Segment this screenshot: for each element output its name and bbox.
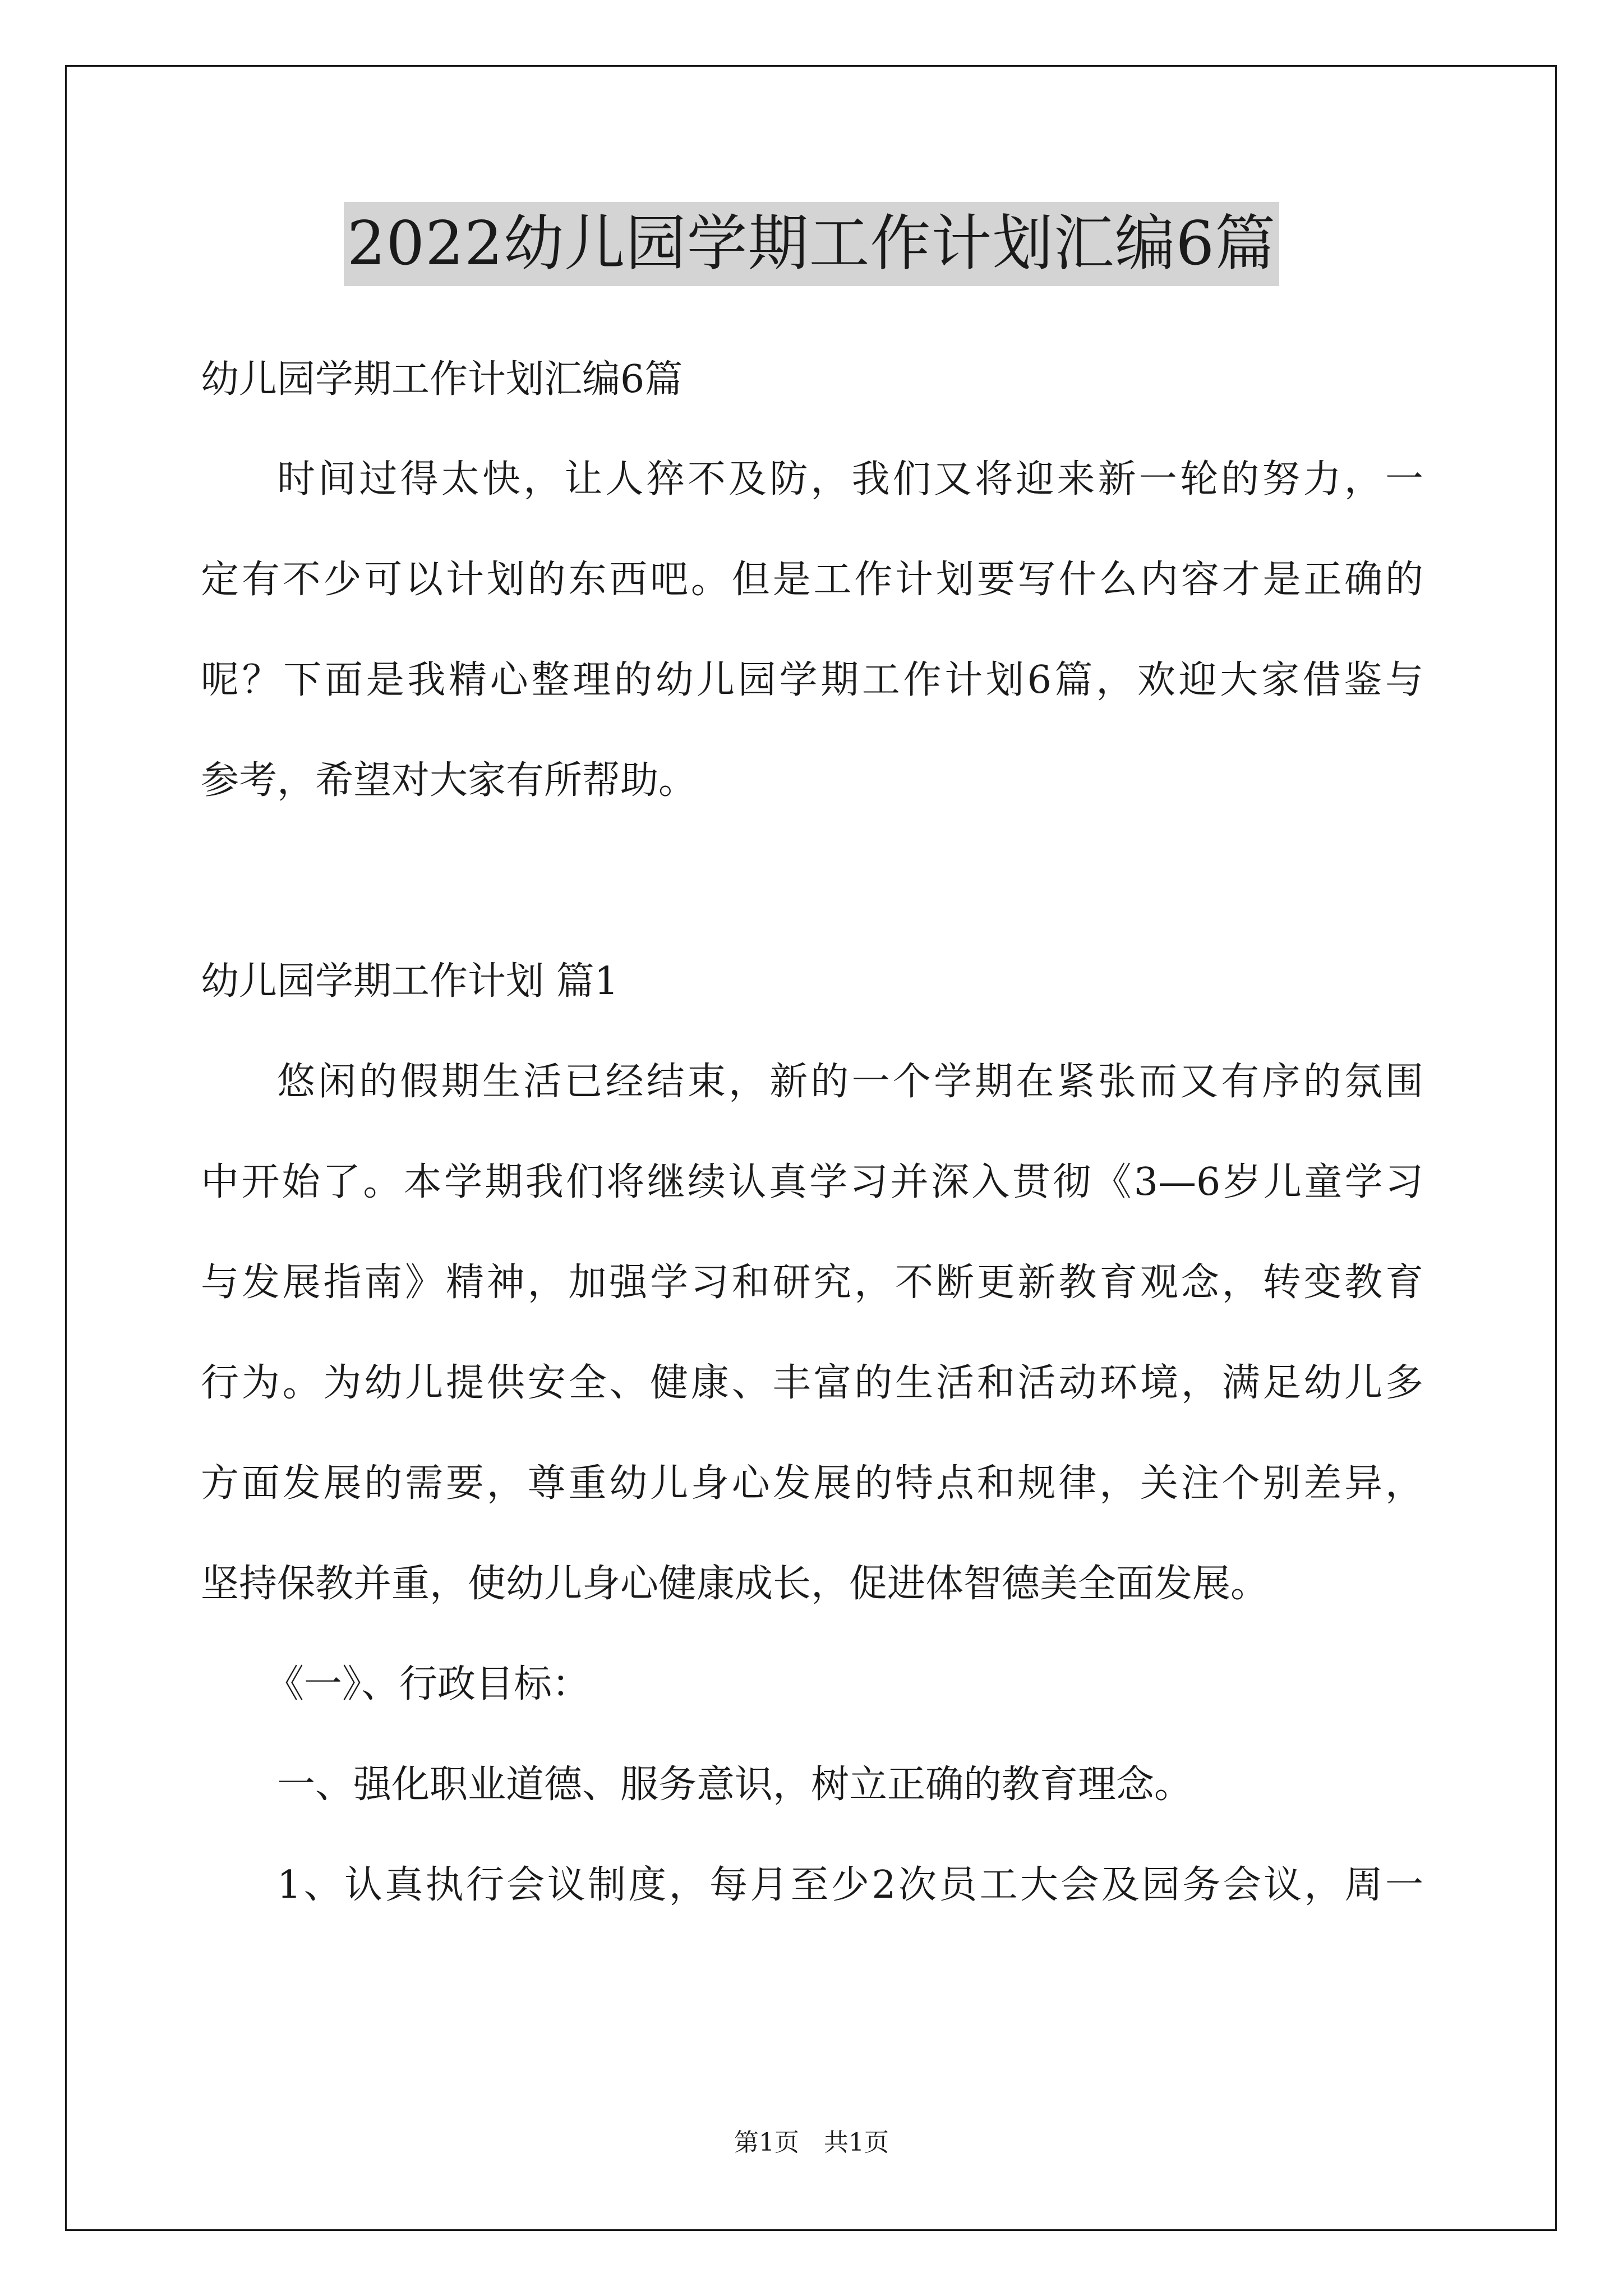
- section-paragraph-line-3: 与发展指南》精神，加强学习和研究，不断更新教育观念，转变教育: [201, 1260, 1423, 1305]
- intro-paragraph-line-2: 定有不少可以计划的东西吧。但是工作计划要写什么内容才是正确的: [201, 558, 1423, 602]
- section-heading: 幼儿园学期工作计划 篇1: [201, 959, 619, 1004]
- subtitle-line: 幼儿园学期工作计划汇编6篇: [201, 357, 683, 402]
- section-paragraph-line-6: 坚持保教并重，使幼儿身心健康成长，促进体智德美全面发展。: [201, 1562, 1269, 1606]
- section-paragraph-line-2: 中开始了。本学期我们将继续认真学习并深入贯彻《3—6岁儿童学习: [201, 1160, 1423, 1204]
- section-paragraph-line-5: 方面发展的需要，尊重幼儿身心发展的特点和规律，关注个别差异，: [201, 1461, 1423, 1506]
- section-paragraph-line-1: 悠闲的假期生活已经结束，新的一个学期在紧张而又有序的氛围: [277, 1060, 1423, 1104]
- point-heading: 一、强化职业道德、服务意识，树立正确的教育理念。: [277, 1763, 1193, 1807]
- page-footer: 第1页 共1页: [734, 2128, 889, 2157]
- section-paragraph-line-4: 行为。为幼儿提供安全、健康、丰富的生活和活动环境，满足幼儿多: [201, 1361, 1423, 1405]
- item-line: 1、认真执行会议制度，每月至少2次员工大会及园务会议，周一: [277, 1863, 1423, 1907]
- intro-paragraph-line-1: 时间过得太快，让人猝不及防，我们又将迎来新一轮的努力，一: [277, 457, 1423, 501]
- subsection-heading: 《一》、行政目标：: [266, 1662, 591, 1706]
- intro-paragraph-line-3: 呢？下面是我精心整理的幼儿园学期工作计划6篇，欢迎大家借鉴与: [201, 658, 1423, 702]
- document-title: 2022幼儿园学期工作计划汇编6篇: [344, 202, 1280, 286]
- intro-paragraph-line-4: 参考，希望对大家有所帮助。: [201, 758, 697, 803]
- title-container: [0, 202, 1623, 286]
